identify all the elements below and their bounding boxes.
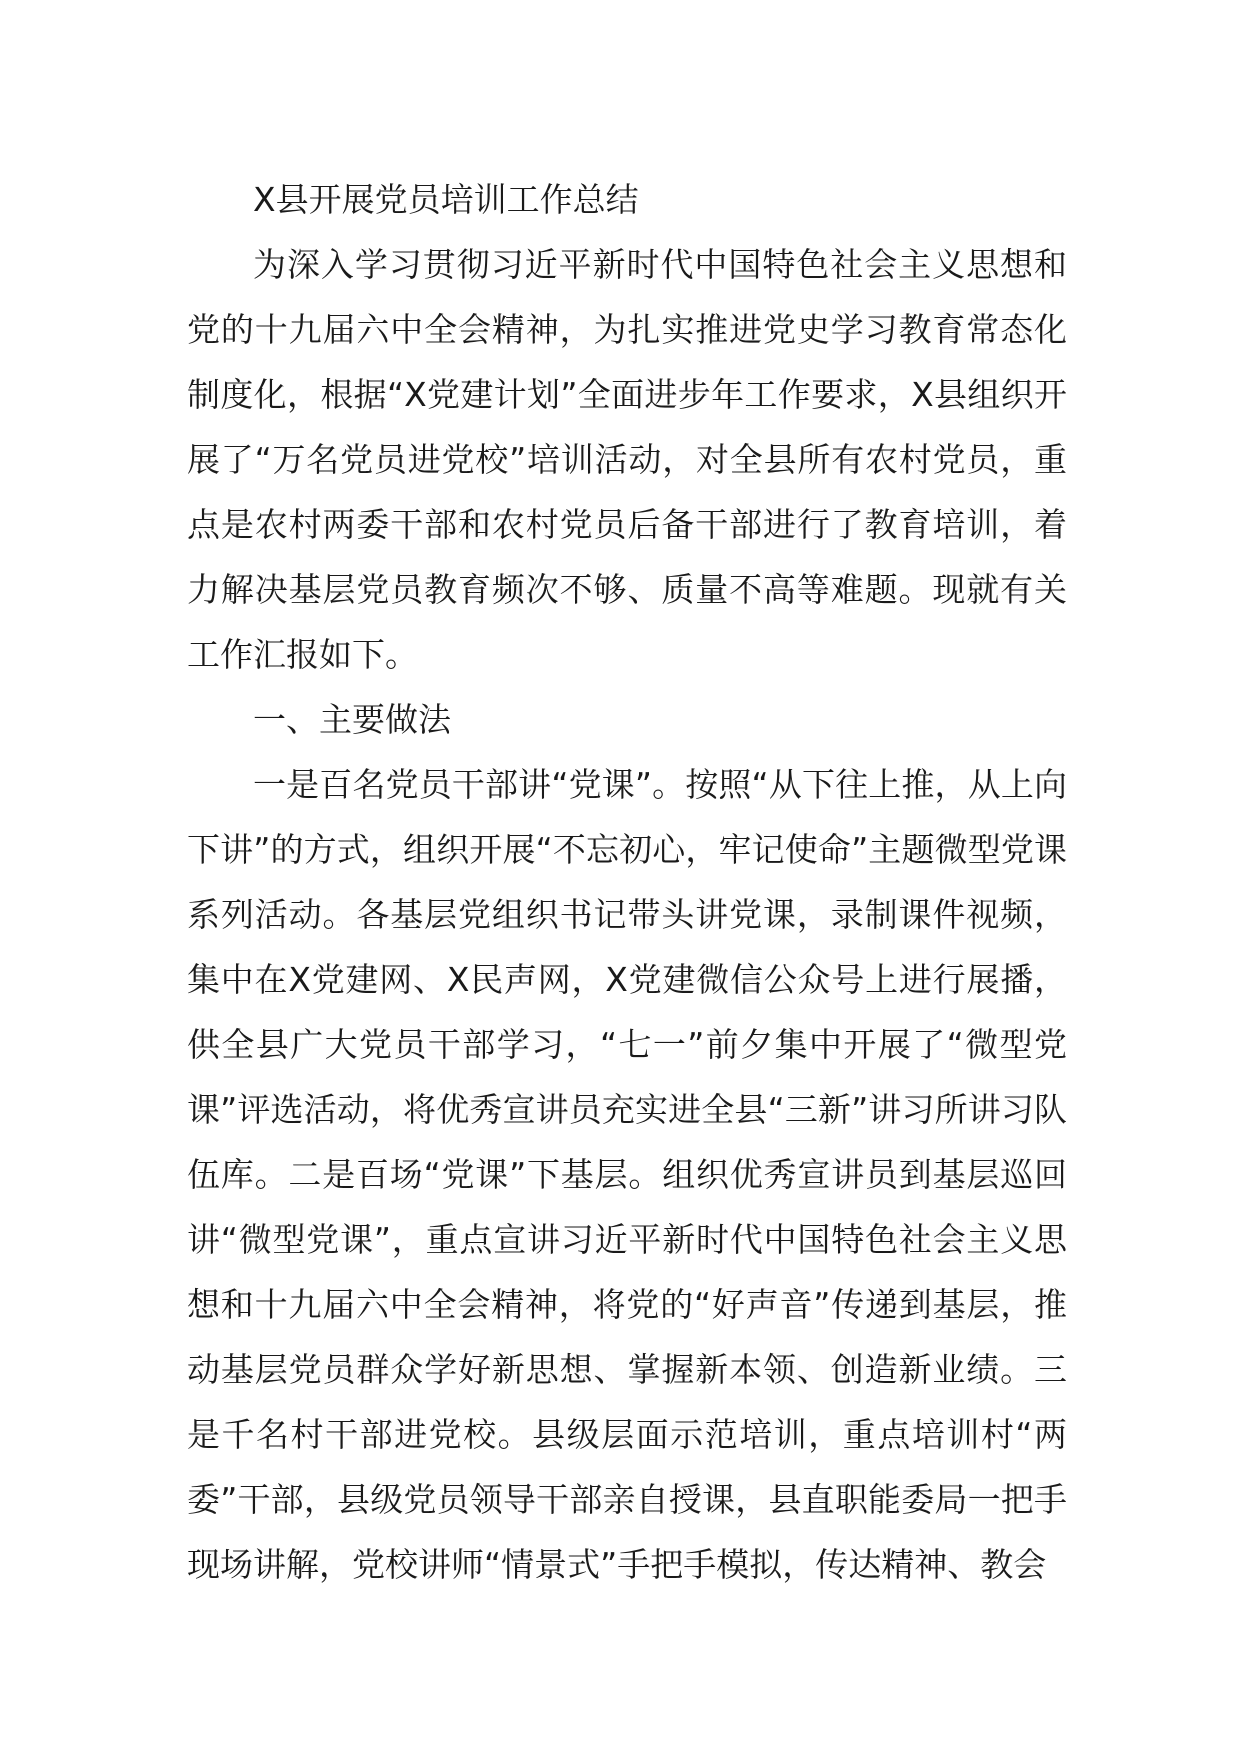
document-body [187, 167, 1067, 1597]
paragraph-intro: 为深入学习贯彻习近平新时代中国特色社会主义思想和党的十九届六中全会精神，为扎实推进党史学习教育常态化制度化，根据“X党建计划”全面进步年工作要求，X县组织开展了“万名党员进党校”培训活动，对全县所有农村党员，重点是农村两委干部和农村党员后备干部进行了教育培训，着力解决基层党员教育频次不够、质量不高等难题。现就有关工作汇报如下。 [187, 245, 1067, 674]
document-title: X县开展党员培训工作总结 [253, 180, 639, 219]
paragraph-practices: 一是百名党员干部讲“党课”。按照“从下往上推，从上向下讲”的方式，组织开展“不忘初心，牢记使命”主题微型党课系列活动。各基层党组织书记带头讲党课，录制课件视频，集中在X党建网、X民声网，X党建微信公众号上进行展播，供全县广大党员干部学习，“七一”前夕集中开展了“微型党课”评选活动，将优秀宣讲员充实进全县“三新”讲习所讲习队伍库。二是百场“党课”下基层。组织优秀宣讲员到基层巡回讲“微型党课”，重点宣讲习近平新时代中国特色社会主义思想和十九届六中全会精神，将党的“好声音”传递到基层，推动基层党员群众学好新思想、掌握新本领、创造新业绩。三是千名村干部进党校。县级层面示范培训，重点培训村“两委”干部，县级党员领导干部亲自授课，县直职能委局一把手现场讲解，党校讲师“情景式”手把手模拟，传达精神、教会 [187, 765, 1067, 1584]
section-heading-main-practices: 一、主要做法 [253, 700, 451, 739]
